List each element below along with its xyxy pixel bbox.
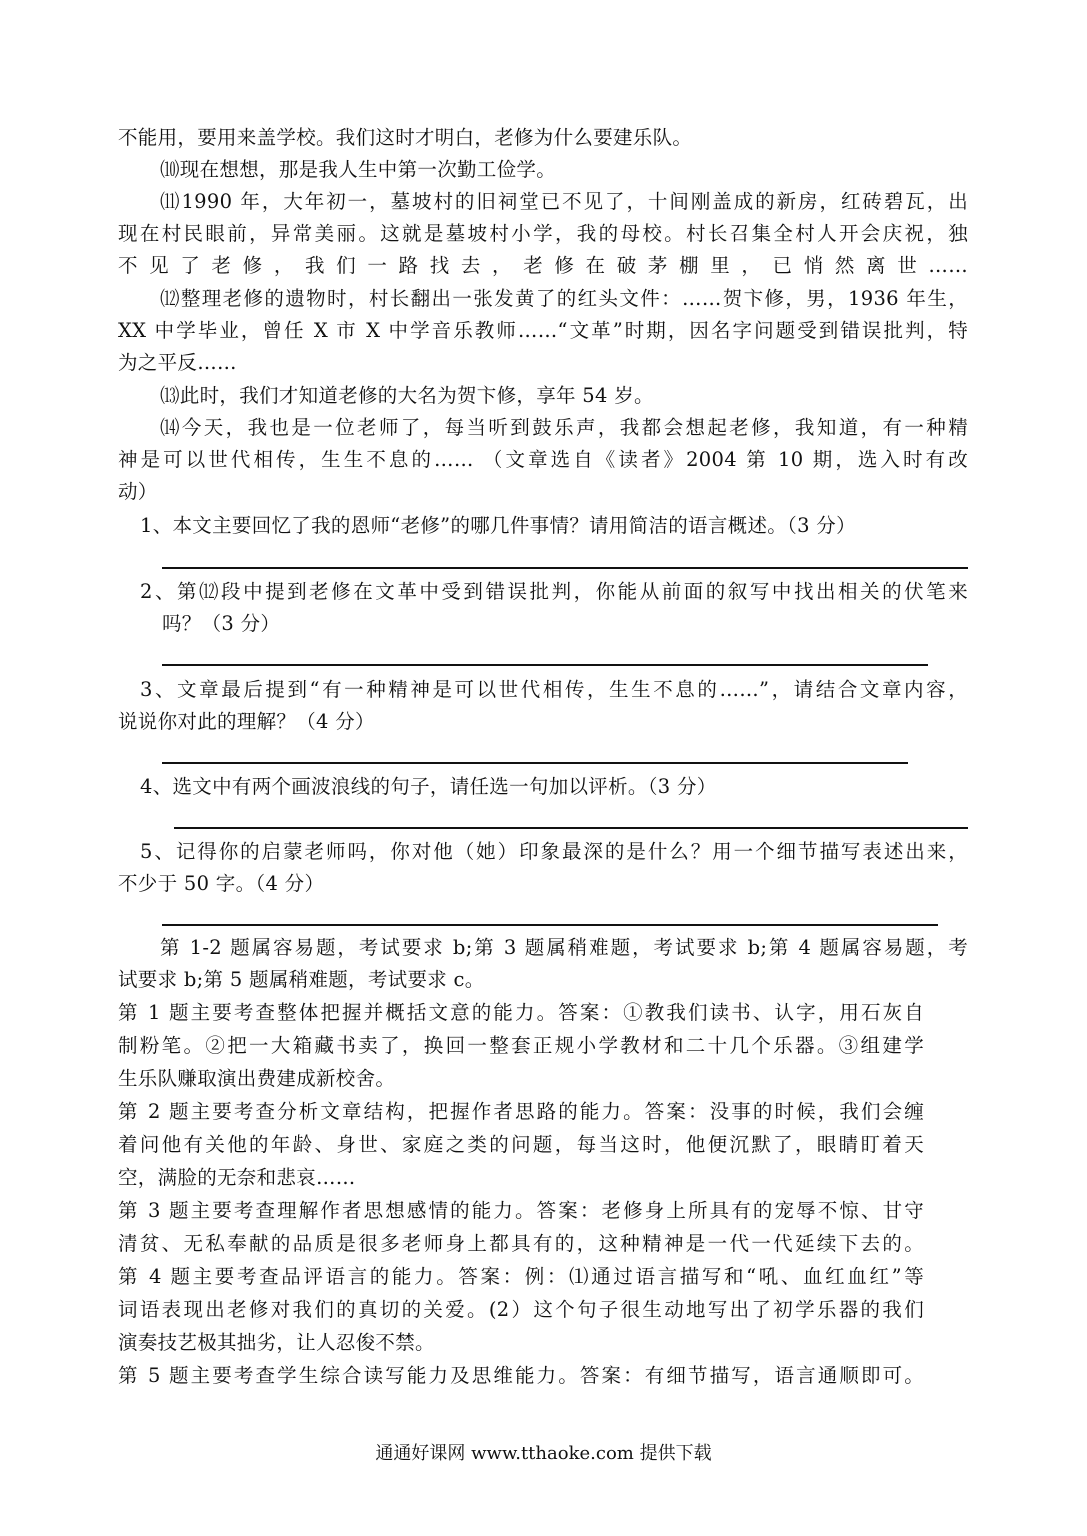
answer-line-5 — [162, 924, 938, 926]
paragraph-14-line-1: ⒁今天，我也是一位老师了，每当听到鼓乐声，我都会想起老修，我知道，有一种精 — [160, 416, 968, 439]
question-3-line-2: 说说你对此的理解？（4 分） — [118, 710, 375, 733]
paragraph-11-line-1: ⑾1990 年，大年初一，墓坡村的旧祠堂已不见了，十间刚盖成的新房，红砖碧瓦，出 — [160, 190, 968, 213]
answer-2-line-2: 着问他有关他的年龄、身世、家庭之类的问题，每当这时，他便沉默了，眼睛盯着天 — [118, 1133, 924, 1156]
difficulty-summary-line-2: 试要求 b;第 5 题属稍难题，考试要求 c。 — [118, 968, 485, 991]
paragraph-13: ⒀此时，我们才知道老修的大名为贺卞修，享年 54 岁。 — [160, 384, 654, 407]
answer-4-line-2: 词语表现出老修对我们的真切的关爱。(2）这个句子很生动地写出了初学乐器的我们 — [118, 1298, 924, 1321]
answer-line-1 — [162, 567, 968, 569]
paragraph-11-line-3: 不见了老修，我们一路找去，老修在破茅棚里，已悄然离世…… — [118, 254, 968, 277]
answer-4-line-1: 第 4 题主要考查品评语言的能力。答案：例：⑴通过语言描写和“吼、血红血红”等 — [118, 1265, 924, 1288]
answer-2-line-1: 第 2 题主要考查分析文章结构，把握作者思路的能力。答案：没事的时候，我们会缠 — [118, 1100, 924, 1123]
question-3-line-1: 3、文章最后提到“有一种精神是可以世代相传，生生不息的……”，请结合文章内容， — [140, 678, 968, 701]
answer-1-line-1: 第 1 题主要考查整体把握并概括文意的能力。答案：①教我们读书、认字，用石灰自 — [118, 1001, 924, 1024]
paragraph-14-line-2: 神是可以世代相传，生生不息的…… （文章选自《读者》2004 第 10 期，选入时有改 — [118, 448, 968, 471]
question-5-line-1: 5、记得你的启蒙老师吗，你对他（她）印象最深的是什么？用一个细节描写表述出来， — [140, 840, 968, 863]
answer-3-line-1: 第 3 题主要考查理解作者思想感情的能力。答案：老修身上所具有的宠辱不惊、甘守 — [118, 1199, 924, 1222]
answer-line-2 — [162, 664, 928, 666]
paragraph-12-line-3: 为之平反…… — [118, 351, 237, 374]
answer-1-line-2: 制粉笔。②把一大箱藏书卖了，换回一整套正规小学教材和二十几个乐器。③组建学 — [118, 1034, 924, 1057]
answer-3-line-2: 清贫、无私奉献的品质是很多老师身上都具有的，这种精神是一代一代延续下去的。 — [118, 1232, 924, 1255]
paragraph-12-line-1: ⑿整理老修的遗物时，村长翻出一张发黄了的红头文件：……贺卞修，男，1936 年生， — [160, 287, 968, 310]
question-2-line-2: 吗？（3 分） — [162, 612, 281, 635]
question-2-line-1: 2、第⑿段中提到老修在文革中受到错误批判，你能从前面的叙写中找出相关的伏笔来 — [140, 580, 968, 603]
answer-line-3 — [162, 762, 908, 764]
question-4: 4、选文中有两个画波浪线的句子，请任选一句加以评析。（3 分） — [140, 775, 717, 798]
question-1: 1、本文主要回忆了我的恩师“老修”的哪几件事情？请用简洁的语言概述。（3 分） — [140, 514, 856, 537]
paragraph-10: ⑽现在想想，那是我人生中第一次勤工俭学。 — [160, 158, 557, 181]
answer-2-line-3: 空，满脸的无奈和悲哀…… — [118, 1166, 356, 1189]
question-5-line-2: 不少于 50 字。（4 分） — [118, 872, 325, 895]
answer-4-line-3: 演奏技艺极其拙劣，让人忍俊不禁。 — [118, 1331, 435, 1354]
answer-line-4 — [174, 827, 968, 829]
answer-5: 第 5 题主要考查学生综合读写能力及思维能力。答案：有细节描写，语言通顺即可。 — [118, 1364, 924, 1387]
paragraph-9-tail: 不能用，要用来盖学校。我们这时才明白，老修为什么要建乐队。 — [118, 126, 693, 149]
answer-1-line-3: 生乐队赚取演出费建成新校舍。 — [118, 1067, 396, 1090]
page-footer: 通通好课网 www.tthaoke.com 提供下载 — [375, 1443, 712, 1464]
paragraph-14-line-3: 动） — [118, 480, 158, 503]
paragraph-12-line-2: XX 中学毕业，曾任 X 市 X 中学音乐教师……“文革”时期，因名字问题受到错误批判，特 — [118, 319, 968, 342]
paragraph-11-line-2: 现在村民眼前，异常美丽。这就是墓坡村小学，我的母校。村长召集全村人开会庆祝，独 — [118, 222, 968, 245]
difficulty-summary-line-1: 第 1-2 题属容易题，考试要求 b;第 3 题属稍难题，考试要求 b;第 4 题属容易题，考 — [160, 936, 968, 959]
